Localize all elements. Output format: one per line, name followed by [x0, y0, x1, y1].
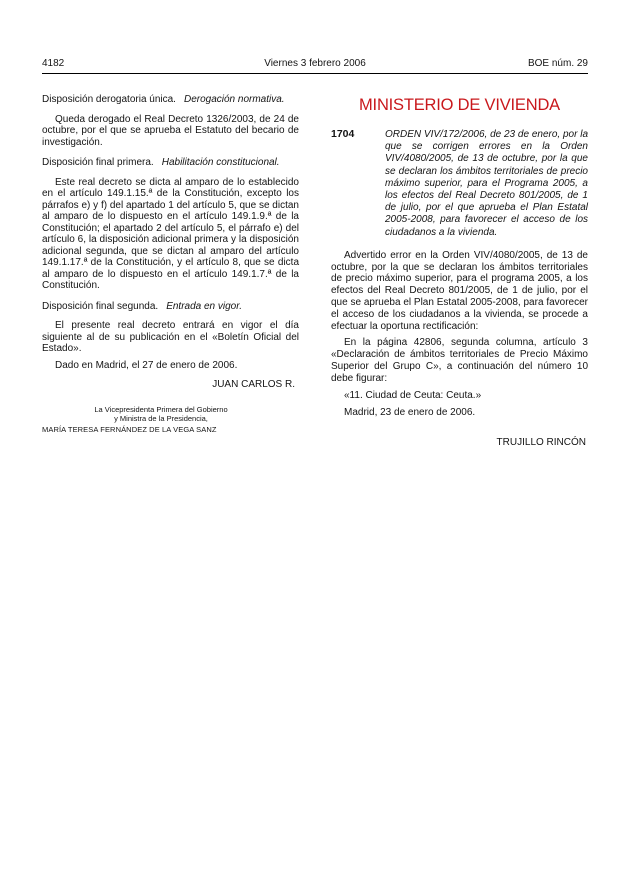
item-summary: ORDEN VIV/172/2006, de 23 de enero, por la que se corrigen errores en la Orden VIV/4080/2005, de 13 de octubre, por la que se declaran los ámbitos territoriales de precio máximo superior, para el Programa 2005, a los efectos del Real Decreto 801/2005, de 1 de julio, por el que aprueba el Plan Estatal 2005-2008, para favorecer el acceso de los ciudadanos a la vivienda.: [385, 129, 588, 238]
countersignature-title-line1: La Vicepresidenta Primera del Gobierno: [94, 404, 228, 414]
gazette-item-1704: [331, 129, 588, 239]
body-paragraph: Advertido error en la Orden VIV/4080/2005, de 13 de octubre, por la que se declaran los ámbitos territoriales de precio máximo superior, para el programa 2005, a los efectos del Real Decreto 801/2005, de 1 de julio, por el que se aprueba el Plan Estatal 2005-2008, para favorecer el acceso de los ciudadanos a la vivienda, se procede a efectuar la oportuna rectificación:: [331, 249, 588, 332]
body-paragraph: El presente real decreto entrará en vigor el día siguiente al de su publicación en el «Boletín Oficial del Estado».: [42, 320, 299, 354]
minister-signature: TRUJILLO RINCÓN: [496, 436, 586, 448]
body-paragraph: Este real decreto se dicta al amparo de lo establecido en el artículo 149.1.15.ª de la Constitución, excepto los párrafos e) y f) del apartado 1 del artículo 5, que se dictan al amparo de lo dispuesto en el artículo 149.1.9.ª de la Constitución; el apartado 2 del artículo 5, el párrafo e) del artículo 6, la disposición adicional primera y la disposición adicional segunda, que se dictan al amparo del artículo 149.1.17.ª de la Constitución, y el artículo 8, que se dicta al amparo de lo dispuesto en el artículo 149.1.7.ª de la Constitución.: [42, 176, 299, 291]
right-column: [331, 94, 588, 448]
section-heading-final-segunda: [42, 301, 299, 313]
page-header: [42, 58, 588, 70]
madrid-date-line: Madrid, 23 de enero de 2006.: [344, 407, 476, 419]
header-issue-number: BOE núm. 29: [527, 58, 588, 69]
header-rule: [42, 73, 588, 74]
heading-label: Disposición derogatoria única.: [42, 94, 176, 105]
header-date: Viernes 3 febrero 2006: [264, 58, 366, 69]
section-heading-derogatoria: [42, 94, 299, 106]
section-heading-final-primera: [42, 157, 299, 169]
correction-quote: «11. Ciudad de Ceuta: Ceuta.»: [344, 389, 482, 401]
heading-subtitle: Habilitación constitucional.: [161, 157, 280, 168]
heading-label: Disposición final primera.: [42, 157, 154, 168]
countersignature-block: [42, 405, 299, 435]
countersignature-name: MARÍA TERESA FERNÁNDEZ DE LA VEGA SANZ: [42, 425, 217, 434]
page-number: 4182: [42, 58, 65, 69]
countersignature-title-line2: y Ministra de la Presidencia,: [114, 413, 208, 423]
two-column-body: [42, 94, 588, 448]
ministry-title: MINISTERIO DE VIVIENDA: [359, 96, 560, 114]
king-signature: JUAN CARLOS R.: [212, 379, 295, 390]
heading-subtitle: Entrada en vigor.: [166, 300, 242, 312]
left-column: [42, 94, 299, 448]
body-paragraph: Queda derogado el Real Decreto 1326/2003, de 24 de octubre, por el que se aprueba el Estatuto del becario de investigación.: [42, 113, 299, 148]
heading-subtitle: Derogación normativa.: [183, 94, 285, 105]
heading-label: Disposición final segunda.: [42, 300, 159, 312]
body-paragraph: En la página 42806, segunda columna, artículo 3 «Declaración de ámbitos territoriales de Precio Máximo Superior del Grupo C», a continuación del número 10 debe figurar:: [331, 337, 588, 384]
item-number: 1704: [331, 128, 355, 140]
dado-en-madrid-line: Dado en Madrid, el 27 de enero de 2006.: [55, 359, 238, 371]
